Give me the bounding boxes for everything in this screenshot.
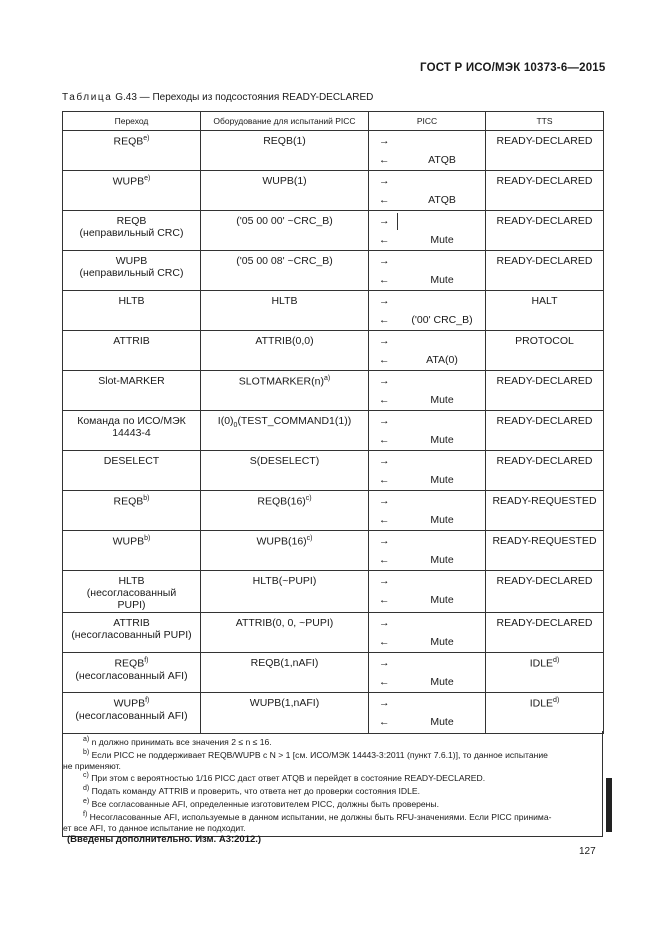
footnote-text: n должно принимать все значения 2 ≤ n ≤ 16.	[89, 736, 272, 747]
pcd-command: REQB(1,nAFI)	[250, 657, 319, 669]
transition-note: (неправильный CRC)	[79, 267, 184, 279]
left-arrow-icon: ←	[379, 676, 390, 688]
transition-note: 14443-4	[112, 427, 151, 439]
footnote-text: Подать команду ATTRIB и проверить, что ответа нет до проверки состояния IDLE.	[89, 786, 421, 797]
picc-response: Mute	[430, 514, 454, 526]
equipment-cell	[201, 613, 369, 653]
picc-cell	[369, 693, 486, 734]
picc-cell	[369, 171, 486, 211]
transition-label: WUPB	[112, 535, 145, 548]
tts-cell	[486, 411, 604, 451]
tts-state: READY-DECLARED	[496, 255, 593, 267]
right-arrow-icon: →	[379, 575, 390, 587]
pcd-command: ('05 00 08' ~CRC_B)	[236, 255, 333, 267]
left-arrow-icon: ←	[379, 394, 390, 406]
picc-response: Mute	[430, 676, 454, 688]
transition-note: (несогласованный AFI)	[75, 669, 188, 682]
footnote-text: Все согласованные AFI, определенные изготовителем PICC, должны быть проверены.	[89, 798, 439, 809]
tts-cell	[486, 171, 604, 211]
tts-cell	[486, 653, 604, 693]
table-row	[63, 291, 604, 331]
left-arrow-icon: ←	[379, 354, 390, 366]
table-row	[63, 491, 604, 531]
table-row	[63, 131, 604, 171]
tts-state: READY-REQUESTED	[492, 535, 597, 547]
pcd-subscript: 0	[233, 422, 238, 430]
transition-label: Команда по ИСО/МЭК	[77, 415, 186, 427]
col-header-picc: PICC	[369, 112, 486, 131]
footnote-line	[63, 748, 602, 761]
left-arrow-icon: ←	[379, 636, 390, 648]
table-row	[63, 571, 604, 613]
footnote-line	[63, 810, 602, 823]
right-arrow-icon: →	[379, 255, 390, 267]
pcd-command-tail: (TEST_COMMAND1(1))	[237, 415, 352, 427]
transition-cell	[63, 531, 201, 571]
transition-footnote-mark: f)	[145, 697, 150, 704]
footnote-line	[63, 797, 602, 810]
transition-label: ATTRIB	[113, 617, 150, 629]
pcd-command: I(0)	[217, 415, 234, 427]
footnote-mark: d)	[83, 785, 90, 793]
tts-cell	[486, 371, 604, 411]
tts-cell	[486, 131, 604, 171]
equipment-cell	[201, 693, 369, 734]
transition-label: HLTB	[118, 295, 145, 307]
picc-cell	[369, 371, 486, 411]
left-arrow-icon: ←	[379, 554, 390, 566]
equipment-cell	[201, 491, 369, 531]
picc-cell	[369, 131, 486, 171]
footnote-line	[63, 761, 602, 772]
equipment-cell	[201, 211, 369, 251]
transition-footnote-mark: b)	[143, 495, 150, 502]
transition-label: HLTB	[118, 575, 145, 587]
transition-table	[62, 111, 604, 734]
table-row	[63, 371, 604, 411]
picc-response: Mute	[430, 434, 454, 446]
document-header: ГОСТ Р ИСО/МЭК 10373-6—2015	[420, 62, 606, 74]
tts-cell	[486, 531, 604, 571]
picc-response: Mute	[430, 636, 454, 648]
picc-response: ATQB	[428, 154, 456, 166]
change-bar	[606, 778, 612, 832]
transition-note-2: PUPI)	[117, 599, 146, 611]
picc-response: ('00' CRC_B)	[411, 314, 473, 326]
footnote-line	[63, 823, 602, 834]
left-arrow-icon: ←	[379, 154, 390, 166]
footnote-text: не применяют.	[63, 760, 121, 771]
footnote-mark: c)	[83, 772, 89, 780]
right-arrow-icon: →	[379, 335, 390, 347]
right-arrow-icon: →	[379, 495, 390, 507]
transition-label: Slot-MARKER	[98, 375, 165, 387]
equipment-cell	[201, 411, 369, 451]
table-row	[63, 251, 604, 291]
left-arrow-icon: ←	[379, 314, 390, 326]
transition-footnote-mark: e)	[143, 135, 150, 142]
amendment-note: (Введены дополнительно. Изм. А3:2012.)	[67, 834, 262, 846]
footnote-text: ет все AFI, то данное испытание не подходит.	[63, 822, 246, 833]
picc-response: ATA(0)	[426, 354, 458, 366]
picc-response: Mute	[430, 274, 454, 286]
footnote-mark: a)	[83, 736, 90, 743]
right-arrow-icon: →	[379, 455, 390, 467]
tts-state: READY-DECLARED	[496, 617, 593, 629]
tts-cell	[486, 291, 604, 331]
pcd-footnote-mark: c)	[306, 535, 313, 542]
picc-cell	[369, 451, 486, 491]
equipment-cell	[201, 653, 369, 693]
picc-cell	[369, 291, 486, 331]
picc-response: Mute	[430, 716, 454, 728]
equipment-cell	[201, 171, 369, 211]
transition-label: REQB	[114, 657, 145, 670]
picc-response: Mute	[430, 234, 454, 246]
tts-state: READY-DECLARED	[496, 215, 593, 227]
right-arrow-icon: →	[379, 415, 390, 427]
table-row	[63, 211, 604, 251]
equipment-cell	[201, 131, 369, 171]
transition-cell	[63, 653, 201, 693]
pcd-command: REQB(1)	[263, 135, 306, 147]
transition-label: ATTRIB	[113, 335, 150, 347]
tts-footnote-mark: d)	[553, 657, 560, 664]
equipment-cell	[201, 291, 369, 331]
footnotes	[62, 731, 603, 846]
equipment-cell	[201, 531, 369, 571]
picc-cell	[369, 491, 486, 531]
pcd-command: HLTB	[271, 295, 298, 307]
col-header-tts: TTS	[486, 112, 604, 131]
col-header-equipment: Оборудование для испытаний PICC	[201, 112, 369, 131]
picc-response: ATQB	[428, 194, 456, 206]
transition-note: (несогласованный PUPI)	[71, 629, 192, 641]
picc-response: Mute	[430, 554, 454, 566]
picc-response: Mute	[430, 474, 454, 486]
pcd-footnote-mark: c)	[305, 495, 312, 502]
tts-state: READY-REQUESTED	[492, 495, 597, 507]
page-number: 127	[579, 846, 596, 857]
left-arrow-icon: ←	[379, 514, 390, 526]
tts-cell	[486, 211, 604, 251]
left-arrow-icon: ←	[379, 234, 390, 246]
pcd-command: S(DESELECT)	[249, 455, 320, 467]
transition-cell	[63, 211, 201, 251]
picc-cell	[369, 331, 486, 371]
transition-footnote-mark: e)	[144, 175, 151, 182]
table-row	[63, 411, 604, 451]
tts-cell	[486, 693, 604, 734]
transition-cell	[63, 451, 201, 491]
picc-cell	[369, 531, 486, 571]
tts-footnote-mark: d)	[553, 697, 560, 704]
right-arrow-icon: →	[379, 617, 390, 629]
transition-note: (несогласованный AFI)	[75, 709, 188, 722]
tts-cell	[486, 451, 604, 491]
pcd-command: WUPB(1,nAFI)	[249, 697, 320, 709]
footnote-mark: b)	[83, 748, 90, 756]
footnote-line	[63, 784, 602, 797]
transition-note: (неправильный CRC)	[79, 227, 184, 239]
right-arrow-icon: →	[379, 215, 390, 227]
table-row	[63, 653, 604, 693]
left-arrow-icon: ←	[379, 474, 390, 486]
transition-cell	[63, 571, 201, 613]
transition-cell	[63, 613, 201, 653]
picc-response: Mute	[430, 394, 454, 406]
footnote-text: При этом с вероятностью 1/16 PICC даст ответ ATQB и перейдет в состояние READY-DECLARED.	[88, 773, 486, 784]
transition-cell	[63, 693, 201, 734]
table-row	[63, 531, 604, 571]
tts-cell	[486, 251, 604, 291]
transition-label: WUPB	[113, 697, 146, 710]
transition-cell	[63, 131, 201, 171]
table-row	[63, 693, 604, 734]
caption-text: G.43 — Переходы из подсостояния READY-DECLARED	[115, 92, 374, 103]
pcd-footnote-mark: a)	[323, 375, 331, 382]
transition-label: WUPB	[115, 255, 148, 267]
left-arrow-icon: ←	[379, 594, 390, 606]
right-arrow-icon: →	[379, 697, 390, 709]
table-row	[63, 451, 604, 491]
tts-state: IDLE	[529, 657, 554, 670]
table-row	[63, 331, 604, 371]
pcd-command: HLTB(~PUPI)	[252, 575, 317, 587]
pcd-command: WUPB(16)	[256, 535, 307, 548]
pcd-command: SLOTMARKER(n)	[238, 375, 324, 388]
tts-state: READY-DECLARED	[496, 375, 593, 387]
transition-label: DESELECT	[103, 455, 160, 467]
transition-note: (несогласованный	[86, 587, 177, 599]
pcd-command: REQB(16)	[257, 495, 306, 508]
left-arrow-icon: ←	[379, 716, 390, 728]
picc-cell	[369, 211, 486, 251]
transition-cell	[63, 491, 201, 531]
tts-cell	[486, 613, 604, 653]
equipment-cell	[201, 331, 369, 371]
caption-label: Таблица	[62, 92, 113, 103]
picc-cell	[369, 653, 486, 693]
footnote-line	[63, 735, 602, 748]
tts-cell	[486, 571, 604, 613]
transition-cell	[63, 171, 201, 211]
tts-state: IDLE	[529, 697, 554, 710]
tts-state: READY-DECLARED	[496, 135, 593, 147]
transition-cell	[63, 411, 201, 451]
pcd-command: ATTRIB(0,0)	[255, 335, 314, 347]
footnote-line	[63, 771, 602, 784]
picc-cell	[369, 571, 486, 613]
transition-label: WUPB	[112, 175, 145, 188]
transition-cell	[63, 251, 201, 291]
footnote-mark: f)	[83, 810, 88, 818]
tts-cell	[486, 331, 604, 371]
tts-state: READY-DECLARED	[496, 175, 593, 187]
transition-label: REQB	[113, 495, 144, 508]
right-arrow-icon: →	[379, 295, 390, 307]
picc-cell	[369, 411, 486, 451]
right-arrow-icon: →	[379, 175, 390, 187]
table-row	[63, 171, 604, 211]
tts-state: PROTOCOL	[515, 335, 574, 347]
tts-state: READY-DECLARED	[496, 415, 593, 427]
tts-state: READY-DECLARED	[496, 455, 593, 467]
equipment-cell	[201, 371, 369, 411]
pcd-command: ('05 00 00' ~CRC_B)	[236, 215, 333, 227]
table-row	[63, 613, 604, 653]
footnote-mark: e)	[83, 797, 90, 805]
tts-state: HALT	[531, 295, 558, 307]
transition-cell	[63, 291, 201, 331]
transition-label: REQB	[116, 215, 147, 227]
picc-response: Mute	[430, 594, 454, 606]
tts-state: READY-DECLARED	[496, 575, 593, 587]
transition-label: REQB	[113, 135, 144, 148]
picc-cell	[369, 251, 486, 291]
equipment-cell	[201, 571, 369, 613]
cursor-line	[397, 213, 398, 230]
transition-footnote-mark: b)	[144, 535, 151, 542]
pcd-command: ATTRIB(0, 0, ~PUPI)	[235, 617, 334, 629]
picc-cell	[369, 613, 486, 653]
footnote-text: Несогласованные AFI, используемые в данном испытании, не должны быть RFU-значениями. Если PICC принима-	[87, 811, 552, 822]
transition-cell	[63, 371, 201, 411]
tts-cell	[486, 491, 604, 531]
table-caption	[62, 92, 373, 103]
right-arrow-icon: →	[379, 135, 390, 147]
footnote-text: Если PICC не поддерживает REQB/WUPB с N > 1 [см. ИСО/МЭК 14443-3:2011 (пункт 7.6.1)], то данное испытание	[89, 749, 548, 760]
left-arrow-icon: ←	[379, 274, 390, 286]
right-arrow-icon: →	[379, 657, 390, 669]
transition-footnote-mark: f)	[144, 657, 149, 664]
equipment-cell	[201, 251, 369, 291]
equipment-cell	[201, 451, 369, 491]
pcd-command: WUPB(1)	[262, 175, 307, 187]
transition-cell	[63, 331, 201, 371]
left-arrow-icon: ←	[379, 194, 390, 206]
left-arrow-icon: ←	[379, 434, 390, 446]
right-arrow-icon: →	[379, 375, 390, 387]
col-header-transition: Переход	[63, 112, 201, 131]
right-arrow-icon: →	[379, 535, 390, 547]
